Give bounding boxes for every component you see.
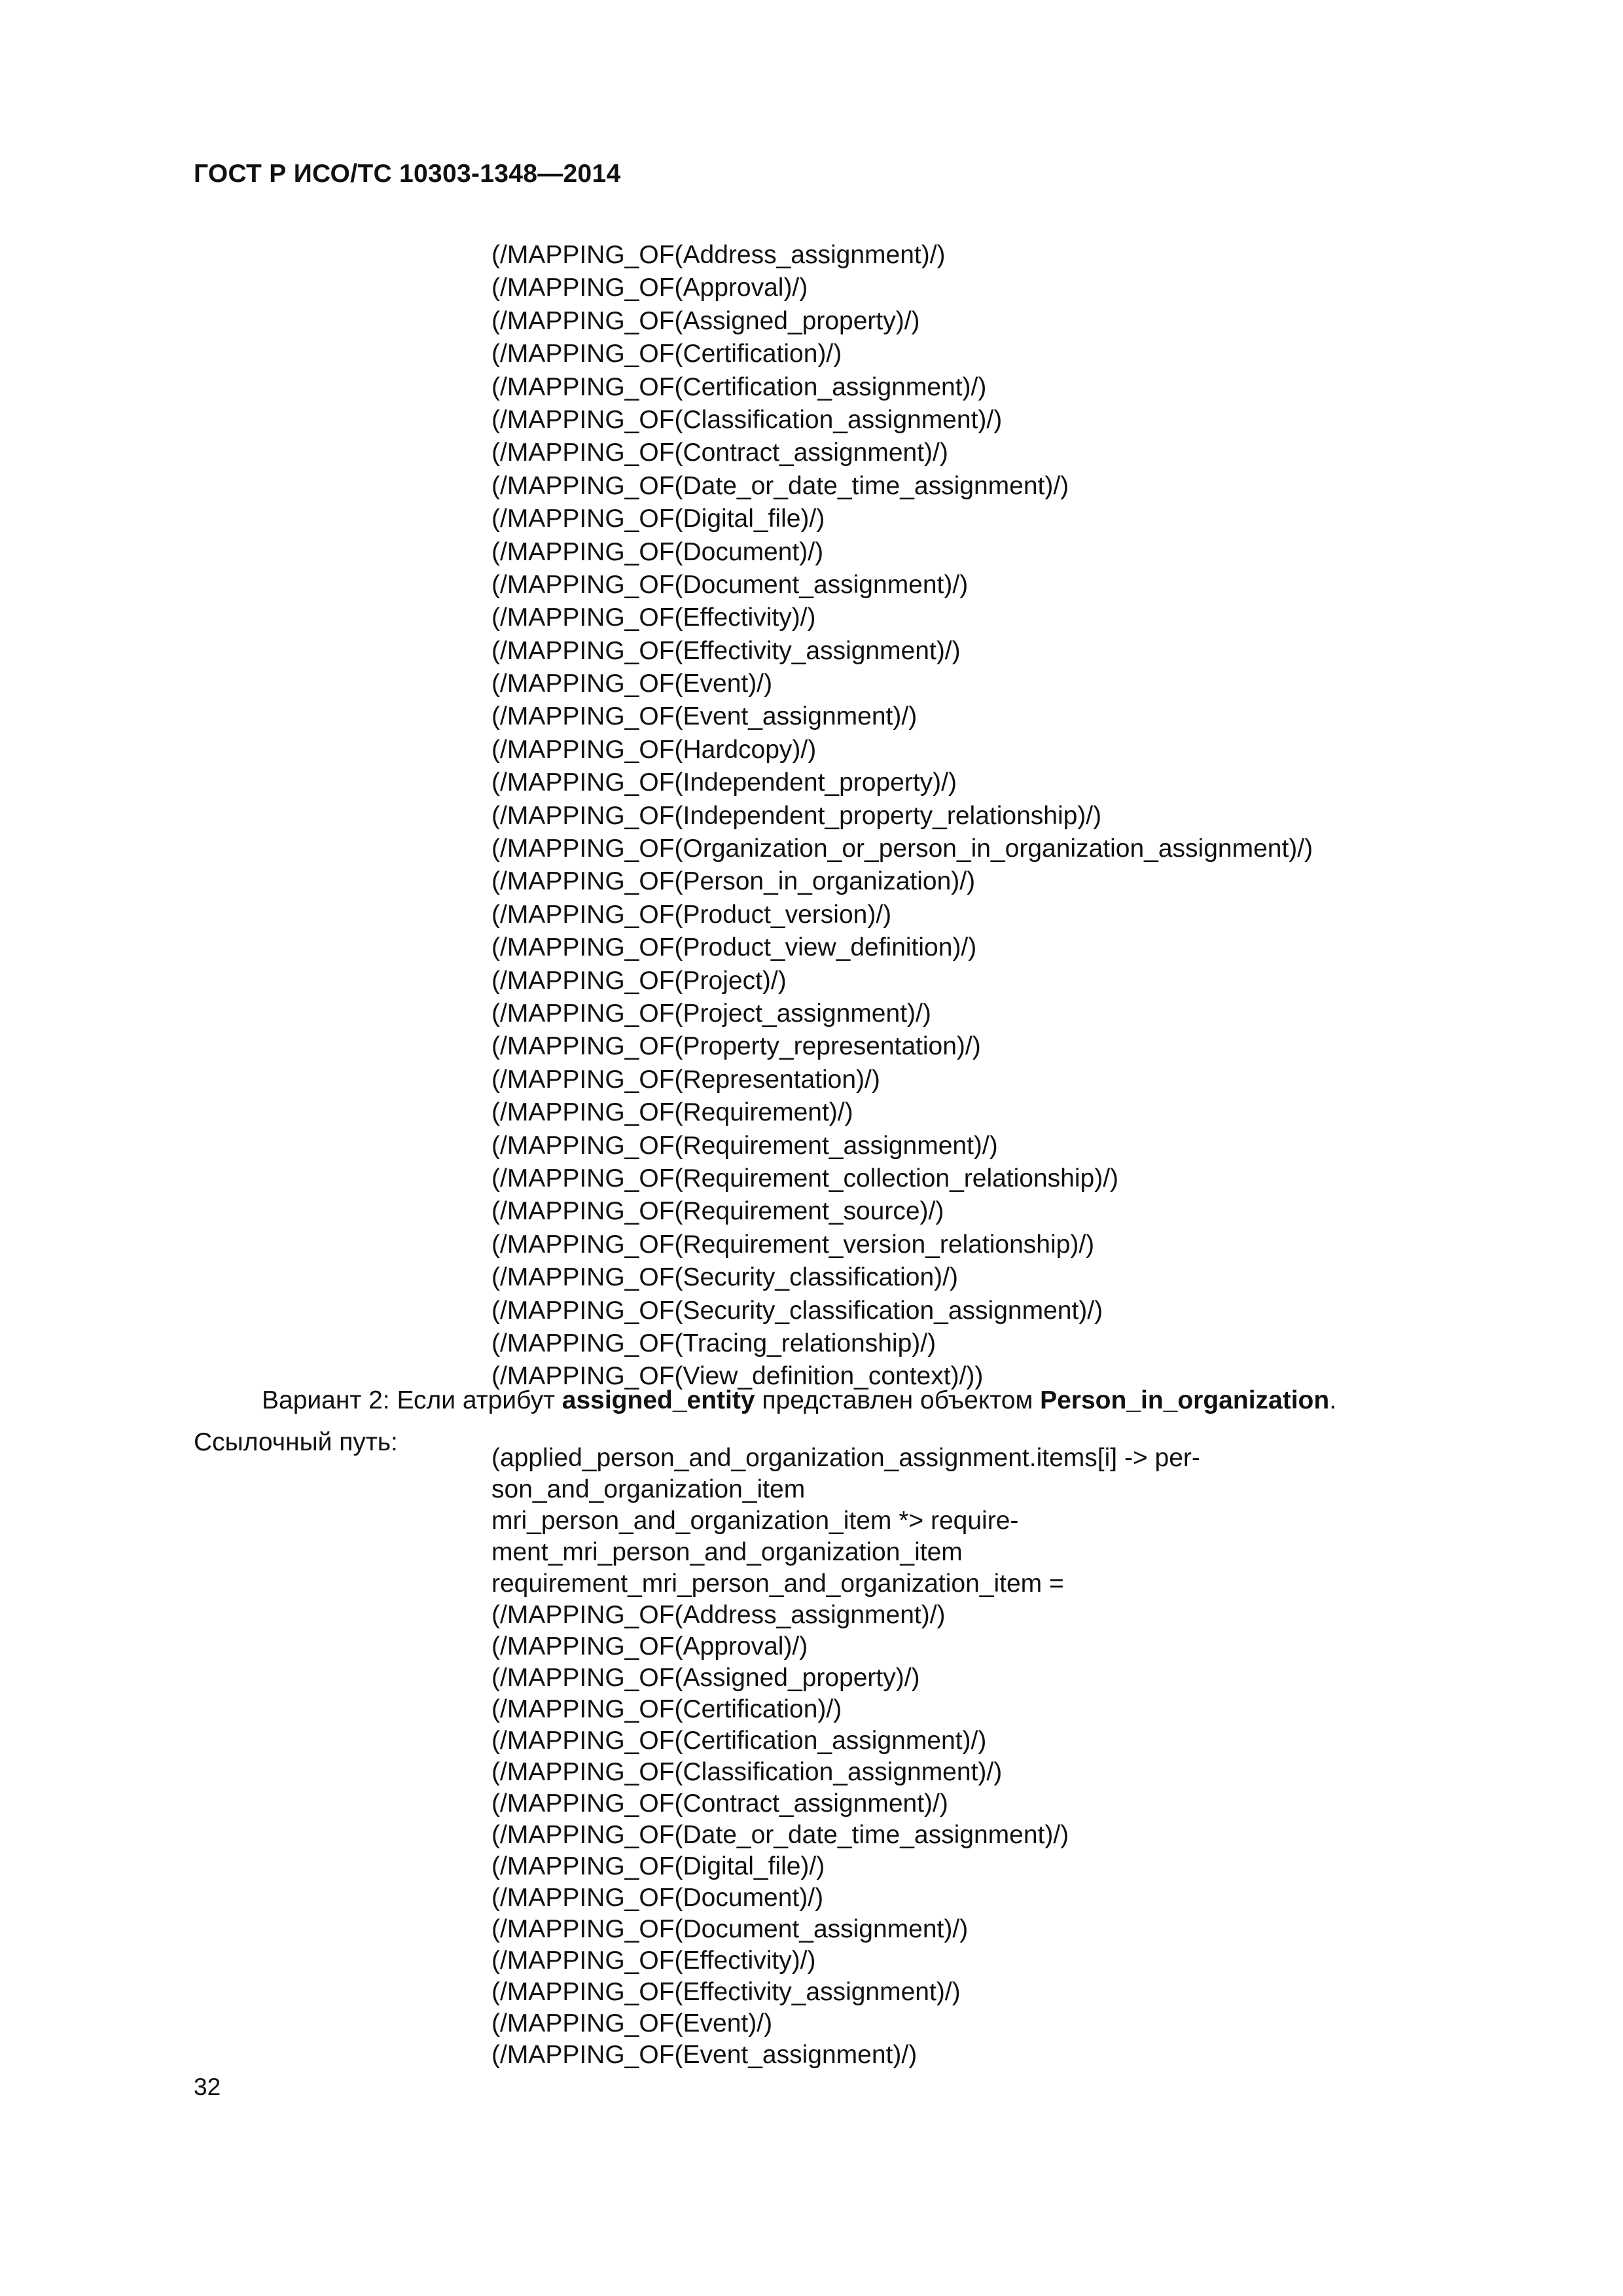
mapping-line: (/MAPPING_OF(Organization_or_person_in_organization_assignment)/) [491,834,1313,863]
reference-path-line: (/MAPPING_OF(Contract_assignment)/) [491,1789,948,1818]
reference-path-line: (/MAPPING_OF(Effectivity_assignment)/) [491,1978,961,2006]
mapping-line: (/MAPPING_OF(Approval)/) [491,274,808,302]
mapping-line: (/MAPPING_OF(Effectivity)/) [491,603,816,632]
reference-path-line: requirement_mri_person_and_organization_item = [491,1570,1064,1598]
mapping-line: (/MAPPING_OF(Certification)/) [491,340,842,368]
reference-path-line: (/MAPPING_OF(Event)/) [491,2009,773,2037]
reference-path-line: (/MAPPING_OF(Classification_assignment)/) [491,1758,1003,1786]
reference-path-body [491,1443,1200,2071]
mapping-line: (/MAPPING_OF(Effectivity_assignment)/) [491,636,961,665]
reference-path-line: (/MAPPING_OF(Certification_assignment)/) [491,1727,987,1755]
variant-2-heading [262,1384,1336,1417]
mapping-line: (/MAPPING_OF(Independent_property_relationship)/) [491,801,1102,830]
mapping-line: (/MAPPING_OF(Requirement_assignment)/) [491,1131,998,1160]
mapping-line: (/MAPPING_OF(Representation)/) [491,1065,880,1094]
mapping-line: (/MAPPING_OF(Assigned_property)/) [491,306,920,335]
mapping-line: (/MAPPING_OF(Hardcopy)/) [491,735,817,764]
reference-path-line: (/MAPPING_OF(Effectivity)/) [491,1946,816,1975]
mapping-line: (/MAPPING_OF(Certification_assignment)/) [491,372,987,401]
mapping-line: (/MAPPING_OF(Address_assignment)/) [491,241,946,269]
standard-header: ГОСТ Р ИСО/ТС 10303-1348—2014 [194,160,621,188]
mapping-line: (/MAPPING_OF(Contract_assignment)/) [491,439,948,467]
reference-path-line: (/MAPPING_OF(Document)/) [491,1884,824,1912]
reference-path-line: son_and_organization_item [491,1475,806,1503]
mapping-line: (/MAPPING_OF(Document)/) [491,537,824,566]
reference-path-line: (/MAPPING_OF(Certification)/) [491,1695,842,1723]
mapping-line: (/MAPPING_OF(Independent_property)/) [491,768,957,797]
mapping-line: (/MAPPING_OF(Tracing_relationship)/) [491,1329,936,1357]
reference-path-line: (/MAPPING_OF(Digital_file)/) [491,1852,825,1880]
mapping-line: (/MAPPING_OF(Event_assignment)/) [491,702,918,731]
reference-path-line: (applied_person_and_organization_assignment.items[i] -> per- [491,1444,1200,1472]
mapping-line: (/MAPPING_OF(Event)/) [491,670,773,698]
mapping-line: (/MAPPING_OF(Security_classification_assignment)/) [491,1296,1103,1325]
variant-attribute: assigned_entity [562,1386,755,1414]
mapping-line: (/MAPPING_OF(View_definition_context)/)) [491,1362,984,1391]
mapping-line: (/MAPPING_OF(Project_assignment)/) [491,999,931,1028]
reference-path-label: Ссылочный путь: [194,1428,398,1456]
mapping-line: (/MAPPING_OF(Requirement_version_relationship)/) [491,1230,1095,1259]
reference-path-line: ment_mri_person_and_organization_item [491,1538,963,1566]
variant-prefix: Вариант 2: Если атрибут [262,1386,562,1414]
mapping-line: (/MAPPING_OF(Project)/) [491,966,787,995]
mapping-line: (/MAPPING_OF(Requirement_source)/) [491,1197,944,1226]
mapping-line: (/MAPPING_OF(Person_in_organization)/) [491,867,976,896]
mapping-line: (/MAPPING_OF(Requirement_collection_relationship)/) [491,1164,1119,1193]
variant-suffix: . [1329,1386,1337,1414]
mapping-line: (/MAPPING_OF(Digital_file)/) [491,505,825,533]
mapping-list-continued [491,239,1313,1393]
mapping-line: (/MAPPING_OF(Date_or_date_time_assignment)/) [491,471,1069,500]
mapping-line: (/MAPPING_OF(Product_view_definition)/) [491,933,977,962]
reference-path-line: (/MAPPING_OF(Date_or_date_time_assignment)/) [491,1821,1069,1849]
mapping-line: (/MAPPING_OF(Document_assignment)/) [491,570,969,599]
variant-middle: представлен объектом [755,1386,1041,1414]
reference-path-line: (/MAPPING_OF(Assigned_property)/) [491,1664,920,1692]
mapping-line: (/MAPPING_OF(Classification_assignment)/) [491,405,1003,434]
mapping-line: (/MAPPING_OF(Property_representation)/) [491,1032,981,1061]
reference-path-line: (/MAPPING_OF(Event_assignment)/) [491,2041,918,2069]
variant-entity: Person_in_organization [1040,1386,1330,1414]
reference-path-line: (/MAPPING_OF(Approval)/) [491,1632,808,1660]
reference-path-line: (/MAPPING_OF(Document_assignment)/) [491,1915,969,1943]
reference-path-line: (/MAPPING_OF(Address_assignment)/) [491,1601,946,1629]
mapping-line: (/MAPPING_OF(Requirement)/) [491,1098,853,1127]
mapping-line: (/MAPPING_OF(Product_version)/) [491,900,892,929]
reference-path-line: mri_person_and_organization_item *> require- [491,1507,1019,1535]
page-number: 32 [194,2073,221,2100]
mapping-line: (/MAPPING_OF(Security_classification)/) [491,1263,958,1292]
